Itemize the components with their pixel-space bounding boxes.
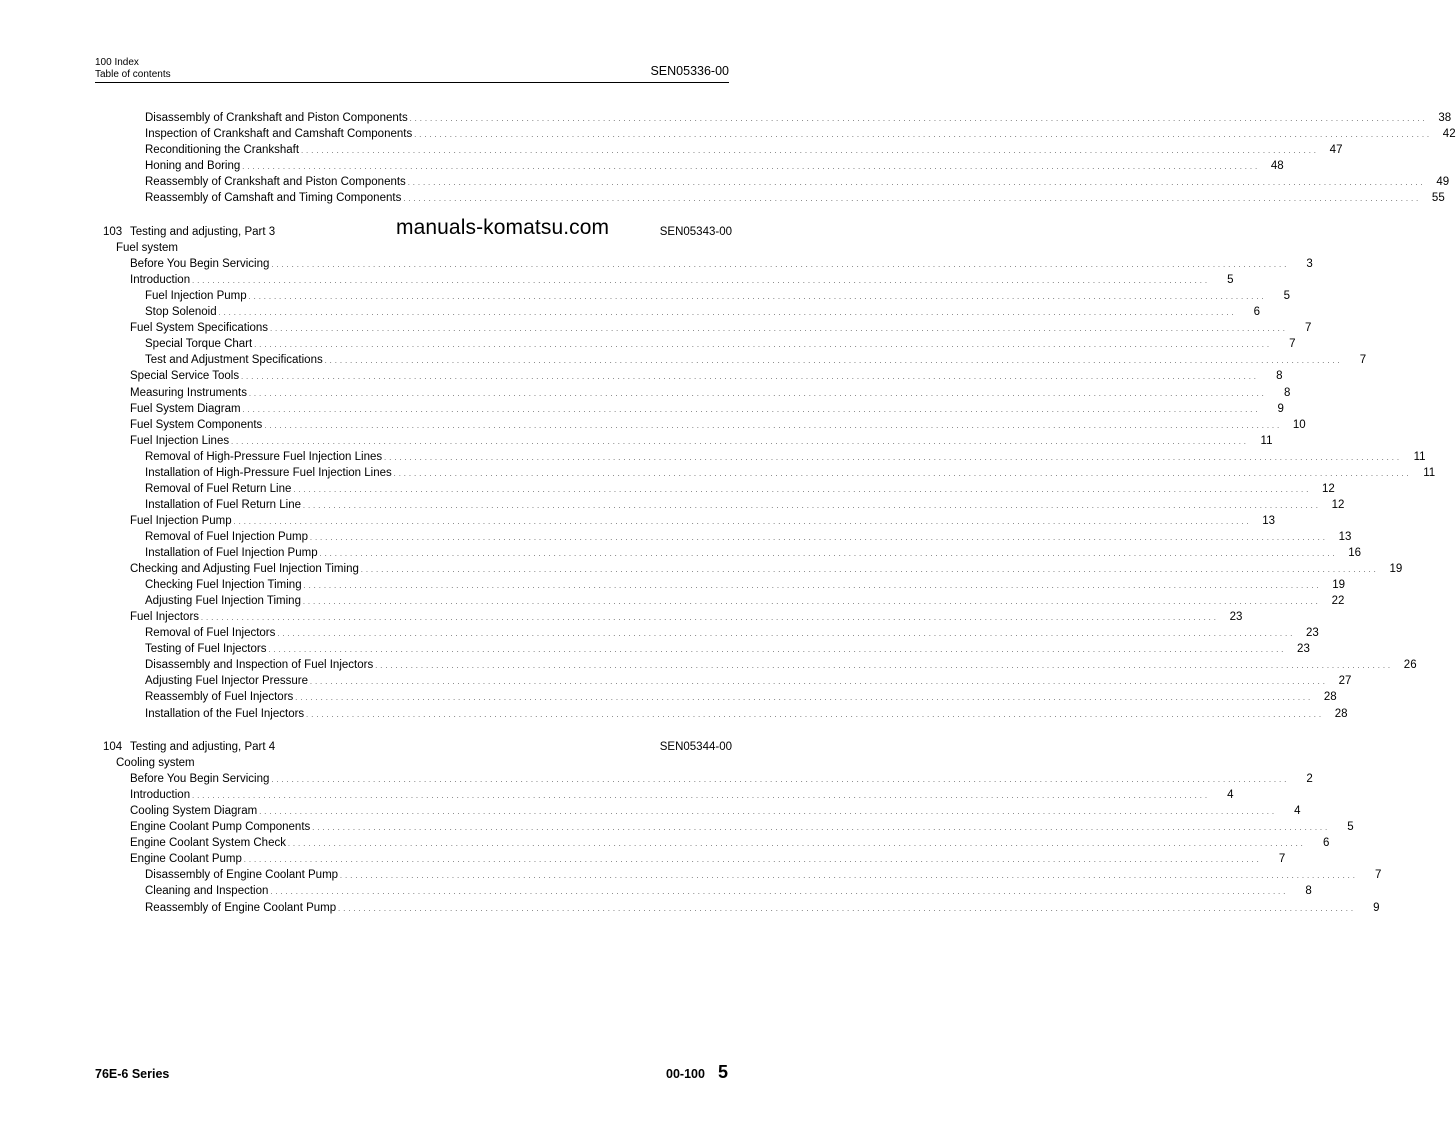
toc-entry-title: Installation of the Fuel Injectors — [145, 707, 305, 720]
toc-leader-dots: . . . . . . . . . . . . . . . . . . . . . . . . . . . . . . . . . . . . . . . . . . . . . . . . . . . . . . . . . . . . . . . . . . . . . . . . . . . . . . . . . . . . . . . . . . . . . . . . . . . . . . . . . . . . . . . . . . . . . . . . . . . . . . . . . . . . . . . . . . . . . . . . . . . . . . . . . . . . . . . . . . . . . . . . . . . . . . . . . . . . . . . . . . . . . . . . . . . . . . . . — [248, 390, 1265, 398]
toc-entry — [145, 900, 1380, 916]
toc-entry — [145, 577, 1345, 593]
header-left — [95, 57, 171, 81]
toc-leader-dots: . . . . . . . . . . . . . . . . . . . . . . . . . . . . . . . . . . . . . . . . . . . . . . . . . . . . . . . . . . . . . . . . . . . . . . . . . . . . . . . . . . . . . . . . . . . . . . . . . . . . . . . . . . . . . . . . . . . . . . . . . . . . . . . . . . . . . . . . . . . . . . . . . . . . . . . . . . . . . . . . . . . . . . . . . . . . . . . . . . . . . . . . . . . . . . . . . . . . . . . . — [259, 809, 1275, 817]
toc-section-subtitle: Cooling system — [116, 757, 195, 770]
toc-entry — [145, 706, 1348, 722]
toc-section-title: Testing and adjusting, Part 3 — [130, 226, 276, 238]
toc-entry-page: 47 — [1329, 144, 1343, 157]
toc-entry — [130, 513, 1276, 529]
toc-entry-title: Checking and Adjusting Fuel Injection Timing — [130, 563, 359, 576]
toc-entry — [145, 126, 1456, 142]
toc-entry-title: Inspection of Crankshaft and Camshaft Components — [145, 128, 413, 141]
toc-entry-title: Engine Coolant System Check — [130, 837, 286, 850]
toc-entry — [130, 561, 1403, 577]
toc-leader-dots: . . . . . . . . . . . . . . . . . . . . . . . . . . . . . . . . . . . . . . . . . . . . . . . . . . . . . . . . . . . . . . . . . . . . . . . . . . . . . . . . . . . . . . . . . . . . . . . . . . . . . . . . . . . . . . . . . . . . . . . . . . . . . . . . . . . . . . . . . . . . . . . . . . . . . . . . . . . . . . . . . . . . . . . . . . . . . . . . . . . . . . . . . . . . . . . . . . . . . . . . — [310, 679, 1326, 687]
toc-leader-dots: . . . . . . . . . . . . . . . . . . . . . . . . . . . . . . . . . . . . . . . . . . . . . . . . . . . . . . . . . . . . . . . . . . . . . . . . . . . . . . . . . . . . . . . . . . . . . . . . . . . . . . . . . . . . . . . . . . . . . . . . . . . . . . . . . . . . . . . . . . . . . . . . . . . . . . . . . . . . . . . . . . . . . . . . . . . . . . . . . . . . . . . . . . . . . . . . . . . . . . . . — [287, 841, 1304, 849]
toc-entry-page: 7 — [1375, 869, 1382, 882]
toc-entry-title: Removal of High-Pressure Fuel Injection Lines — [145, 450, 383, 463]
toc-entry-page: 16 — [1348, 547, 1361, 559]
toc-entry-page: 4 — [1294, 805, 1301, 818]
toc-leader-dots: . . . . . . . . . . . . . . . . . . . . . . . . . . . . . . . . . . . . . . . . . . . . . . . . . . . . . . . . . . . . . . . . . . . . . . . . . . . . . . . . . . . . . . . . . . . . . . . . . . . . . . . . . . . . . . . . . . . . . . . . . . . . . . . . . . . . . . . . . . . . . . . . . . . . . . . . . . . . . . . . . . . . . . . . . . . . . . . . . . . . . . . . . . . . . . . . . . . . . . . . — [310, 534, 1326, 542]
toc-entry-title: Measuring Instruments — [130, 386, 247, 399]
toc-entry-title: Testing of Fuel Injectors — [145, 643, 267, 656]
header-chapter: 100 Index — [95, 57, 139, 68]
toc-leader-dots: . . . . . . . . . . . . . . . . . . . . . . . . . . . . . . . . . . . . . . . . . . . . . . . . . . . . . . . . . . . . . . . . . . . . . . . . . . . . . . . . . . . . . . . . . . . . . . . . . . . . . . . . . . . . . . . . . . . . . . . . . . . . . . . . . . . . . . . . . . . . . . . . . . . . . . . . . . . . . . . . . . . . . . . . . . . . . . . . . . . . . . . . . . . . . . . . . . . . . . . . — [360, 567, 1377, 575]
toc-leader-dots: . . . . . . . . . . . . . . . . . . . . . . . . . . . . . . . . . . . . . . . . . . . . . . . . . . . . . . . . . . . . . . . . . . . . . . . . . . . . . . . . . . . . . . . . . . . . . . . . . . . . . . . . . . . . . . . . . . . . . . . . . . . . . . . . . . . . . . . . . . . . . . . . . . . . . . . . . . . . . . . . . . . . . . . . . . . . . . . . . . . . . . . . . . . . . . . . . . . . . . . . — [340, 873, 1356, 881]
footer-code: 00-100 — [666, 1067, 705, 1081]
toc-entry-title: Fuel System Specifications — [130, 322, 269, 335]
toc-entry-page: 7 — [1305, 322, 1312, 335]
toc-entry-title: Cleaning and Inspection — [145, 885, 269, 898]
toc-entry — [145, 529, 1352, 545]
toc-entry-page: 8 — [1305, 885, 1312, 898]
toc-entry — [145, 481, 1335, 497]
toc-entry-title: Reassembly of Crankshaft and Piston Components — [145, 176, 406, 189]
toc-leader-dots: . . . . . . . . . . . . . . . . . . . . . . . . . . . . . . . . . . . . . . . . . . . . . . . . . . . . . . . . . . . . . . . . . . . . . . . . . . . . . . . . . . . . . . . . . . . . . . . . . . . . . . . . . . . . . . . . . . . . . . . . . . . . . . . . . . . . . . . . . . . . . . . . . . . . . . . . . . . . . . . . . . . . . . . . . . . . . . . . . . . . . . . . . . . . . . . . . . . . . . . . — [303, 583, 1319, 591]
toc-leader-dots: . . . . . . . . . . . . . . . . . . . . . . . . . . . . . . . . . . . . . . . . . . . . . . . . . . . . . . . . . . . . . . . . . . . . . . . . . . . . . . . . . . . . . . . . . . . . . . . . . . . . . . . . . . . . . . . . . . . . . . . . . . . . . . . . . . . . . . . . . . . . . . . . . . . . . . . . . . . . . . . . . . . . . . . . . . . . . . . . . . . . . . . . . . . . . . . . . . . . . . . . — [270, 326, 1286, 334]
toc-entry-title: Cooling System Diagram — [130, 805, 258, 818]
toc-entry-title: Engine Coolant Pump Components — [130, 821, 311, 834]
toc-leader-dots: . . . . . . . . . . . . . . . . . . . . . . . . . . . . . . . . . . . . . . . . . . . . . . . . . . . . . . . . . . . . . . . . . . . . . . . . . . . . . . . . . . . . . . . . . . . . . . . . . . . . . . . . . . . . . . . . . . . . . . . . . . . . . . . . . . . . . . . . . . . . . . . . . . . . . . . . . . . . . . . . . . . . . . . . . . . . . . . . . . . . . . . . . . . . . . . . . . . . . . . . — [271, 262, 1287, 270]
toc-entry-page: 10 — [1292, 418, 1306, 431]
toc-entry — [130, 272, 1234, 288]
toc-section-subtitle: Fuel system — [116, 242, 178, 255]
toc-entry — [130, 320, 1312, 336]
toc-entry-page: 5 — [1227, 274, 1234, 287]
toc-entry — [145, 657, 1417, 673]
footer-page-number: 5 — [718, 1062, 729, 1082]
toc-entry-page: 23 — [1229, 611, 1243, 624]
toc-entry-page: 23 — [1305, 627, 1319, 640]
toc-entry — [145, 336, 1296, 352]
toc-entry — [145, 465, 1436, 481]
toc-entry-title: Fuel Injectors — [130, 611, 200, 624]
toc-leader-dots: . . . . . . . . . . . . . . . . . . . . . . . . . . . . . . . . . . . . . . . . . . . . . . . . . . . . . . . . . . . . . . . . . . . . . . . . . . . . . . . . . . . . . . . . . . . . . . . . . . . . . . . . . . . . . . . . . . . . . . . . . . . . . . . . . . . . . . . . . . . . . . . . . . . . . . . . . . . . . . . . . . . . . . . . . . . . . . . . . . . . . . . . . . . . . . . . . . . . . . . . — [338, 905, 1354, 913]
toc-entry — [145, 142, 1343, 158]
toc-leader-dots: . . . . . . . . . . . . . . . . . . . . . . . . . . . . . . . . . . . . . . . . . . . . . . . . . . . . . . . . . . . . . . . . . . . . . . . . . . . . . . . . . . . . . . . . . . . . . . . . . . . . . . . . . . . . . . . . . . . . . . . . . . . . . . . . . . . . . . . . . . . . . . . . . . . . . . . . . . . . . . . . . . . . . . . . . . . . . . . . . . . . . . . . . . . . . . . . . . . . . . . . — [201, 615, 1217, 623]
toc-entry — [145, 497, 1345, 513]
toc-entry-page: 13 — [1262, 514, 1276, 527]
toc-leader-dots: . . . . . . . . . . . . . . . . . . . . . . . . . . . . . . . . . . . . . . . . . . . . . . . . . . . . . . . . . . . . . . . . . . . . . . . . . . . . . . . . . . . . . . . . . . . . . . . . . . . . . . . . . . . . . . . . . . . . . . . . . . . . . . . . . . . . . . . . . . . . . . . . . . . . . . . . . . . . . . . . . . . . . . . . . . . . . . . . . . . . . . . . . . . . . . . . . . . . . . . . — [231, 438, 1247, 446]
toc-entry-page: 55 — [1431, 192, 1445, 205]
toc-entry-title: Special Service Tools — [130, 370, 240, 383]
toc-entry-title: Before You Begin Servicing — [130, 773, 270, 786]
toc-section-code: SEN05343-00 — [659, 226, 732, 238]
toc-entry — [145, 449, 1426, 465]
toc-entry-title: Installation of Fuel Injection Pump — [145, 547, 318, 559]
toc-entry-page: 38 — [1438, 112, 1452, 124]
toc-entry-title: Engine Coolant Pump — [130, 853, 242, 866]
toc-entry-title: Installation of High-Pressure Fuel Injection Lines — [145, 466, 392, 479]
toc-entry-title: Fuel System Components — [130, 418, 263, 431]
toc-entry — [145, 625, 1319, 641]
header-divider — [95, 82, 729, 83]
toc-entry-title: Reassembly of Fuel Injectors — [145, 691, 294, 704]
toc-leader-dots: . . . . . . . . . . . . . . . . . . . . . . . . . . . . . . . . . . . . . . . . . . . . . . . . . . . . . . . . . . . . . . . . . . . . . . . . . . . . . . . . . . . . . . . . . . . . . . . . . . . . . . . . . . . . . . . . . . . . . . . . . . . . . . . . . . . . . . . . . . . . . . . . . . . . . . . . . . . . . . . . . . . . . . . . . . . . . . . . . . . . . . . . . . . . . . . . . . . . . . . . — [324, 358, 1341, 366]
toc-leader-dots: . . . . . . . . . . . . . . . . . . . . . . . . . . . . . . . . . . . . . . . . . . . . . . . . . . . . . . . . . . . . . . . . . . . . . . . . . . . . . . . . . . . . . . . . . . . . . . . . . . . . . . . . . . . . . . . . . . . . . . . . . . . . . . . . . . . . . . . . . . . . . . . . . . . . . . . . . . . . . . . . . . . . . . . . . . . . . . . . . . . . . . . . . . . . . . . . . . . . . . . . — [271, 777, 1287, 785]
toc-entry-page: 6 — [1322, 837, 1330, 850]
toc-entry — [130, 851, 1286, 867]
toc-entry-title: Reconditioning the Crankshaft — [145, 144, 300, 157]
header-doc-code: SEN05336-00 — [650, 64, 729, 78]
toc-leader-dots: . . . . . . . . . . . . . . . . . . . . . . . . . . . . . . . . . . . . . . . . . . . . . . . . . . . . . . . . . . . . . . . . . . . . . . . . . . . . . . . . . . . . . . . . . . . . . . . . . . . . . . . . . . . . . . . . . . . . . . . . . . . . . . . . . . . . . . . . . . . . . . . . . . . . . . . . . . . . . . . . . . . . . . . . . . . . . . . . . . . . . . . . . . . . . . . . . . . . . . . . — [403, 196, 1419, 204]
toc-leader-dots: . . . . . . . . . . . . . . . . . . . . . . . . . . . . . . . . . . . . . . . . . . . . . . . . . . . . . . . . . . . . . . . . . . . . . . . . . . . . . . . . . . . . . . . . . . . . . . . . . . . . . . . . . . . . . . . . . . . . . . . . . . . . . . . . . . . . . . . . . . . . . . . . . . . . . . . . . . . . . . . . . . . . . . . . . . . . . . . . . . . . . . . . . . . . . . . . . . . . . . . . — [293, 486, 1309, 494]
toc-entry — [130, 401, 1284, 417]
toc-entry-title: Removal of Fuel Injection Pump — [145, 530, 308, 543]
toc-entry — [130, 368, 1283, 384]
toc-entry-page: 2 — [1306, 773, 1313, 786]
toc-leader-dots: . . . . . . . . . . . . . . . . . . . . . . . . . . . . . . . . . . . . . . . . . . . . . . . . . . . . . . . . . . . . . . . . . . . . . . . . . . . . . . . . . . . . . . . . . . . . . . . . . . . . . . . . . . . . . . . . . . . . . . . . . . . . . . . . . . . . . . . . . . . . . . . . . . . . . . . . . . . . . . . . . . . . . . . . . . . . . . . . . . . . . . . . . . . . . . . . . . . . . . . . — [407, 180, 1424, 188]
toc-section-heading — [103, 739, 732, 755]
toc-entry-title: Reassembly of Engine Coolant Pump — [145, 901, 337, 914]
toc-entry-title: Removal of Fuel Return Line — [145, 482, 292, 495]
toc-leader-dots: . . . . . . . . . . . . . . . . . . . . . . . . . . . . . . . . . . . . . . . . . . . . . . . . . . . . . . . . . . . . . . . . . . . . . . . . . . . . . . . . . . . . . . . . . . . . . . . . . . . . . . . . . . . . . . . . . . . . . . . . . . . . . . . . . . . . . . . . . . . . . . . . . . . . . . . . . . . . . . . . . . . . . . . . . . . . . . . . . . . . . . . . . . . . . . . . . . . . . . . . — [218, 310, 1235, 318]
toc-section-number: 103 — [103, 226, 123, 238]
toc-leader-dots: . . . . . . . . . . . . . . . . . . . . . . . . . . . . . . . . . . . . . . . . . . . . . . . . . . . . . . . . . . . . . . . . . . . . . . . . . . . . . . . . . . . . . . . . . . . . . . . . . . . . . . . . . . . . . . . . . . . . . . . . . . . . . . . . . . . . . . . . . . . . . . . . . . . . . . . . . . . . . . . . . . . . . . . . . . . . . . . . . . . . . . . . . . . . . . . . . . . . . . . . — [393, 470, 1410, 478]
toc-entry-page: 8 — [1276, 370, 1283, 383]
toc-leader-dots: . . . . . . . . . . . . . . . . . . . . . . . . . . . . . . . . . . . . . . . . . . . . . . . . . . . . . . . . . . . . . . . . . . . . . . . . . . . . . . . . . . . . . . . . . . . . . . . . . . . . . . . . . . . . . . . . . . . . . . . . . . . . . . . . . . . . . . . . . . . . . . . . . . . . . . . . . . . . . . . . . . . . . . . . . . . . . . . . . . . . . . . . . . . . . . . . . . . . . . . . — [233, 518, 1250, 526]
toc-entry — [145, 174, 1450, 190]
toc-entry — [130, 835, 1330, 851]
watermark: manuals-komatsu.com — [396, 216, 610, 239]
toc-leader-dots: . . . . . . . . . . . . . . . . . . . . . . . . . . . . . . . . . . . . . . . . . . . . . . . . . . . . . . . . . . . . . . . . . . . . . . . . . . . . . . . . . . . . . . . . . . . . . . . . . . . . . . . . . . . . . . . . . . . . . . . . . . . . . . . . . . . . . . . . . . . . . . . . . . . . . . . . . . . . . . . . . . . . . . . . . . . . . . . . . . . . . . . . . . . . . . . . . . . . . . . . — [384, 454, 1400, 462]
toc-leader-dots: . . . . . . . . . . . . . . . . . . . . . . . . . . . . . . . . . . . . . . . . . . . . . . . . . . . . . . . . . . . . . . . . . . . . . . . . . . . . . . . . . . . . . . . . . . . . . . . . . . . . . . . . . . . . . . . . . . . . . . . . . . . . . . . . . . . . . . . . . . . . . . . . . . . . . . . . . . . . . . . . . . . . . . . . . . . . . . . . . . . . . . . . . . . . . . . . . . . . . . . . — [242, 164, 1258, 172]
toc-section-number: 104 — [103, 741, 123, 753]
toc-entry-title: Fuel System Diagram — [130, 402, 241, 415]
toc-entry-title: Reassembly of Camshaft and Timing Components — [145, 192, 402, 205]
toc-leader-dots: . . . . . . . . . . . . . . . . . . . . . . . . . . . . . . . . . . . . . . . . . . . . . . . . . . . . . . . . . . . . . . . . . . . . . . . . . . . . . . . . . . . . . . . . . . . . . . . . . . . . . . . . . . . . . . . . . . . . . . . . . . . . . . . . . . . . . . . . . . . . . . . . . . . . . . . . . . . . . . . . . . . . . . . . . . . . . . . . . . . . . . . . . . . . . . . . . . . . . . . . — [243, 857, 1260, 865]
toc-entry-title: Before You Begin Servicing — [130, 258, 270, 271]
toc-leader-dots: . . . . . . . . . . . . . . . . . . . . . . . . . . . . . . . . . . . . . . . . . . . . . . . . . . . . . . . . . . . . . . . . . . . . . . . . . . . . . . . . . . . . . . . . . . . . . . . . . . . . . . . . . . . . . . . . . . . . . . . . . . . . . . . . . . . . . . . . . . . . . . . . . . . . . . . . . . . . . . . . . . . . . . . . . . . . . . . . . . . . . . . . . . . . . . . . . . . . . . . . — [375, 663, 1391, 671]
toc-leader-dots: . . . . . . . . . . . . . . . . . . . . . . . . . . . . . . . . . . . . . . . . . . . . . . . . . . . . . . . . . . . . . . . . . . . . . . . . . . . . . . . . . . . . . . . . . . . . . . . . . . . . . . . . . . . . . . . . . . . . . . . . . . . . . . . . . . . . . . . . . . . . . . . . . . . . . . . . . . . . . . . . . . . . . . . . . . . . . . . . . . . . . . . . . . . . . . . . . . . . . . . . — [302, 599, 1319, 607]
toc-entry — [145, 593, 1345, 609]
header-subtitle: Table of contents — [95, 69, 171, 80]
toc-leader-dots: . . . . . . . . . . . . . . . . . . . . . . . . . . . . . . . . . . . . . . . . . . . . . . . . . . . . . . . . . . . . . . . . . . . . . . . . . . . . . . . . . . . . . . . . . . . . . . . . . . . . . . . . . . . . . . . . . . . . . . . . . . . . . . . . . . . . . . . . . . . . . . . . . . . . . . . . . . . . . . . . . . . . . . . . . . . . . . . . . . . . . . . . . . . . . . . . . . . . . . . . — [301, 148, 1317, 156]
toc-leader-dots: . . . . . . . . . . . . . . . . . . . . . . . . . . . . . . . . . . . . . . . . . . . . . . . . . . . . . . . . . . . . . . . . . . . . . . . . . . . . . . . . . . . . . . . . . . . . . . . . . . . . . . . . . . . . . . . . . . . . . . . . . . . . . . . . . . . . . . . . . . . . . . . . . . . . . . . . . . . . . . . . . . . . . . . . . . . . . . . . . . . . . . . . . . . . . . . . . . . . . . . . — [270, 889, 1286, 897]
toc-leader-dots: . . . . . . . . . . . . . . . . . . . . . . . . . . . . . . . . . . . . . . . . . . . . . . . . . . . . . . . . . . . . . . . . . . . . . . . . . . . . . . . . . . . . . . . . . . . . . . . . . . . . . . . . . . . . . . . . . . . . . . . . . . . . . . . . . . . . . . . . . . . . . . . . . . . . . . . . . . . . . . . . . . . . . . . . . . . . . . . . . . . . . . . . . . . . . . . . . . . . . . . . — [264, 422, 1280, 430]
toc-entry-title: Installation of Fuel Return Line — [145, 498, 301, 511]
toc-entry — [130, 803, 1301, 819]
toc-leader-dots: . . . . . . . . . . . . . . . . . . . . . . . . . . . . . . . . . . . . . . . . . . . . . . . . . . . . . . . . . . . . . . . . . . . . . . . . . . . . . . . . . . . . . . . . . . . . . . . . . . . . . . . . . . . . . . . . . . . . . . . . . . . . . . . . . . . . . . . . . . . . . . . . . . . . . . . . . . . . . . . . . . . . . . . . . . . . . . . . . . . . . . . . . . . . . . . . . . . . . . . . — [192, 793, 1208, 801]
toc-leader-dots: . . . . . . . . . . . . . . . . . . . . . . . . . . . . . . . . . . . . . . . . . . . . . . . . . . . . . . . . . . . . . . . . . . . . . . . . . . . . . . . . . . . . . . . . . . . . . . . . . . . . . . . . . . . . . . . . . . . . . . . . . . . . . . . . . . . . . . . . . . . . . . . . . . . . . . . . . . . . . . . . . . . . . . . . . . . . . . . . . . . . . . . . . . . . . . . . . . . . . . . . — [248, 294, 1265, 302]
toc-entry-page: 11 — [1413, 450, 1426, 463]
toc-entry-title: Disassembly of Engine Coolant Pump — [145, 869, 339, 882]
toc-entry — [145, 288, 1291, 304]
toc-entry-title: Adjusting Fuel Injector Pressure — [145, 675, 308, 688]
toc-entry-page: 28 — [1323, 691, 1337, 704]
toc-entry-page: 49 — [1436, 176, 1450, 189]
toc-entry-page: 5 — [1347, 821, 1354, 834]
toc-leader-dots: . . . . . . . . . . . . . . . . . . . . . . . . . . . . . . . . . . . . . . . . . . . . . . . . . . . . . . . . . . . . . . . . . . . . . . . . . . . . . . . . . . . . . . . . . . . . . . . . . . . . . . . . . . . . . . . . . . . . . . . . . . . . . . . . . . . . . . . . . . . . . . . . . . . . . . . . . . . . . . . . . . . . . . . . . . . . . . . . . . . . . . . . . . . . . . . . . . . . . . . . — [409, 116, 1426, 123]
toc-leader-dots: . . . . . . . . . . . . . . . . . . . . . . . . . . . . . . . . . . . . . . . . . . . . . . . . . . . . . . . . . . . . . . . . . . . . . . . . . . . . . . . . . . . . . . . . . . . . . . . . . . . . . . . . . . . . . . . . . . . . . . . . . . . . . . . . . . . . . . . . . . . . . . . . . . . . . . . . . . . . . . . . . . . . . . . . . . . . . . . . . . . . . . . . . . . . . . . . . . . . . . . . — [241, 374, 1257, 382]
toc-entry-page: 6 — [1253, 306, 1261, 319]
toc-entry-page: 23 — [1297, 643, 1310, 656]
toc-entry-title: Special Torque Chart — [145, 338, 253, 351]
toc-entry-title: Disassembly of Crankshaft and Piston Components — [145, 112, 408, 124]
toc-entry-page: 3 — [1306, 258, 1313, 271]
toc-entry-title: Fuel Injection Pump — [145, 290, 247, 303]
toc-entry-page: 48 — [1270, 160, 1284, 173]
toc-entry-page: 27 — [1338, 675, 1352, 688]
toc-entry-page: 22 — [1331, 595, 1345, 608]
toc-entry-page: 7 — [1359, 354, 1367, 367]
toc-leader-dots: . . . . . . . . . . . . . . . . . . . . . . . . . . . . . . . . . . . . . . . . . . . . . . . . . . . . . . . . . . . . . . . . . . . . . . . . . . . . . . . . . . . . . . . . . . . . . . . . . . . . . . . . . . . . . . . . . . . . . . . . . . . . . . . . . . . . . . . . . . . . . . . . . . . . . . . . . . . . . . . . . . . . . . . . . . . . . . . . . . . . . . . . . . . . . . . . . . . . . . . . — [254, 342, 1270, 350]
toc-entry — [130, 433, 1273, 449]
toc-entry — [145, 883, 1312, 899]
toc-entry-title: Introduction — [130, 789, 191, 802]
toc-entry-title: Honing and Boring — [145, 160, 241, 173]
toc-leader-dots: . . . . . . . . . . . . . . . . . . . . . . . . . . . . . . . . . . . . . . . . . . . . . . . . . . . . . . . . . . . . . . . . . . . . . . . . . . . . . . . . . . . . . . . . . . . . . . . . . . . . . . . . . . . . . . . . . . . . . . . . . . . . . . . . . . . . . . . . . . . . . . . . . . . . . . . . . . . . . . . . . . . . . . . . . . . . . . . . . . . . . . . . . . . . . . . . . . . . . . . . — [242, 406, 1258, 414]
toc-entry-page: 8 — [1283, 386, 1291, 399]
toc-entry — [145, 110, 1452, 126]
toc-entry-title: Disassembly and Inspection of Fuel Injectors — [145, 659, 374, 672]
footer-series: 76E-6 Series — [95, 1067, 170, 1081]
toc-section-heading — [103, 224, 732, 240]
toc-leader-dots: . . . . . . . . . . . . . . . . . . . . . . . . . . . . . . . . . . . . . . . . . . . . . . . . . . . . . . . . . . . . . . . . . . . . . . . . . . . . . . . . . . . . . . . . . . . . . . . . . . . . . . . . . . . . . . . . . . . . . . . . . . . . . . . . . . . . . . . . . . . . . . . . . . . . . . . . . . . . . . . . . . . . . . . . . . . . . . . . . . . . . . . . . . . . . . . . . . . . . . . . — [295, 695, 1311, 703]
toc-entry-page: 12 — [1321, 482, 1335, 495]
toc-entry — [130, 385, 1291, 401]
toc-entry — [145, 673, 1352, 689]
toc-section-title: Testing and adjusting, Part 4 — [130, 741, 276, 753]
toc-leader-dots: . . . . . . . . . . . . . . . . . . . . . . . . . . . . . . . . . . . . . . . . . . . . . . . . . . . . . . . . . . . . . . . . . . . . . . . . . . . . . . . . . . . . . . . . . . . . . . . . . . . . . . . . . . . . . . . . . . . . . . . . . . . . . . . . . . . . . . . . . . . . . . . . . . . . . . . . . . . . . . . . . . . . . . . . . . . . . . . . . . . . . . . . . . . . . . . . . . . . . . . . — [414, 132, 1430, 140]
toc-entry — [130, 819, 1354, 835]
toc-entry-title: Adjusting Fuel Injection Timing — [145, 595, 301, 608]
toc-entry — [130, 787, 1234, 803]
toc-entry-page: 12 — [1331, 498, 1345, 511]
toc-leader-dots: . . . . . . . . . . . . . . . . . . . . . . . . . . . . . . . . . . . . . . . . . . . . . . . . . . . . . . . . . . . . . . . . . . . . . . . . . . . . . . . . . . . . . . . . . . . . . . . . . . . . . . . . . . . . . . . . . . . . . . . . . . . . . . . . . . . . . . . . . . . . . . . . . . . . . . . . . . . . . . . . . . . . . . . . . . . . . . . . . . . . . . . . . . . . . . . . . . . . . . . . — [306, 711, 1322, 719]
toc-entry-page: 28 — [1334, 707, 1348, 720]
toc-entry — [145, 190, 1445, 206]
toc-entry-page: 5 — [1283, 290, 1291, 303]
toc-entry — [145, 545, 1361, 561]
toc-entry-page: 13 — [1338, 530, 1352, 543]
toc-entry — [145, 352, 1367, 368]
toc-entry-title: Introduction — [130, 274, 191, 287]
toc-leader-dots: . . . . . . . . . . . . . . . . . . . . . . . . . . . . . . . . . . . . . . . . . . . . . . . . . . . . . . . . . . . . . . . . . . . . . . . . . . . . . . . . . . . . . . . . . . . . . . . . . . . . . . . . . . . . . . . . . . . . . . . . . . . . . . . . . . . . . . . . . . . . . . . . . . . . . . . . . . . . . . . . . . . . . . . . . . . . . . . . . . . . . . . . . . . . . . . . . . . . . . . . — [319, 551, 1335, 558]
toc-entry-page: 7 — [1289, 338, 1296, 351]
toc-entry-page: 19 — [1389, 563, 1403, 576]
toc-entry-title: Test and Adjustment Specifications — [145, 354, 323, 367]
toc-leader-dots: . . . . . . . . . . . . . . . . . . . . . . . . . . . . . . . . . . . . . . . . . . . . . . . . . . . . . . . . . . . . . . . . . . . . . . . . . . . . . . . . . . . . . . . . . . . . . . . . . . . . . . . . . . . . . . . . . . . . . . . . . . . . . . . . . . . . . . . . . . . . . . . . . . . . . . . . . . . . . . . . . . . . . . . . . . . . . . . . . . . . . . . . . . . . . . . . . . . . . . . . — [302, 502, 1319, 510]
toc-entry — [145, 158, 1284, 174]
toc-entry-page: 4 — [1227, 789, 1234, 802]
toc-entry-title: Fuel Injection Lines — [130, 434, 230, 447]
toc-entry — [130, 256, 1313, 272]
toc-leader-dots: . . . . . . . . . . . . . . . . . . . . . . . . . . . . . . . . . . . . . . . . . . . . . . . . . . . . . . . . . . . . . . . . . . . . . . . . . . . . . . . . . . . . . . . . . . . . . . . . . . . . . . . . . . . . . . . . . . . . . . . . . . . . . . . . . . . . . . . . . . . . . . . . . . . . . . . . . . . . . . . . . . . . . . . . . . . . . . . . . . . . . . . . . . . . . . . . . . . . . . . . — [192, 278, 1208, 286]
toc-entry — [130, 417, 1306, 433]
toc-entry — [145, 304, 1261, 320]
toc-leader-dots: . . . . . . . . . . . . . . . . . . . . . . . . . . . . . . . . . . . . . . . . . . . . . . . . . . . . . . . . . . . . . . . . . . . . . . . . . . . . . . . . . . . . . . . . . . . . . . . . . . . . . . . . . . . . . . . . . . . . . . . . . . . . . . . . . . . . . . . . . . . . . . . . . . . . . . . . . . . . . . . . . . . . . . . . . . . . . . . . . . . . . . . . . . . . . . . . . . . . . . . . — [268, 647, 1284, 655]
toc-entry-page: 42 — [1442, 128, 1456, 141]
toc-entry-title: Removal of Fuel Injectors — [145, 627, 276, 640]
toc-entry-title: Stop Solenoid — [145, 306, 217, 319]
toc-section-code: SEN05344-00 — [659, 741, 732, 753]
toc-entry-page: 11 — [1260, 434, 1273, 447]
toc-entry-page: 9 — [1373, 901, 1380, 914]
toc-entry-page: 9 — [1277, 402, 1284, 415]
toc-leader-dots: . . . . . . . . . . . . . . . . . . . . . . . . . . . . . . . . . . . . . . . . . . . . . . . . . . . . . . . . . . . . . . . . . . . . . . . . . . . . . . . . . . . . . . . . . . . . . . . . . . . . . . . . . . . . . . . . . . . . . . . . . . . . . . . . . . . . . . . . . . . . . . . . . . . . . . . . . . . . . . . . . . . . . . . . . . . . . . . . . . . . . . . . . . . . . . . . . . . . . . . . — [277, 631, 1293, 639]
toc-entry-page: 11 — [1423, 466, 1436, 479]
toc-entry-page: 7 — [1278, 853, 1286, 866]
toc-entry-title: Checking Fuel Injection Timing — [145, 579, 302, 592]
toc-entry — [145, 641, 1310, 657]
toc-entry-page: 19 — [1332, 579, 1345, 592]
toc-entry — [145, 689, 1337, 705]
toc-entry — [130, 609, 1243, 625]
toc-entry-title: Fuel Injection Pump — [130, 514, 232, 527]
toc-entry — [145, 867, 1382, 883]
toc-entry — [130, 771, 1313, 787]
toc-entry-page: 26 — [1403, 659, 1417, 672]
toc-leader-dots: . . . . . . . . . . . . . . . . . . . . . . . . . . . . . . . . . . . . . . . . . . . . . . . . . . . . . . . . . . . . . . . . . . . . . . . . . . . . . . . . . . . . . . . . . . . . . . . . . . . . . . . . . . . . . . . . . . . . . . . . . . . . . . . . . . . . . . . . . . . . . . . . . . . . . . . . . . . . . . . . . . . . . . . . . . . . . . . . . . . . . . . . . . . . . . . . . . . . . . . . — [312, 825, 1328, 833]
